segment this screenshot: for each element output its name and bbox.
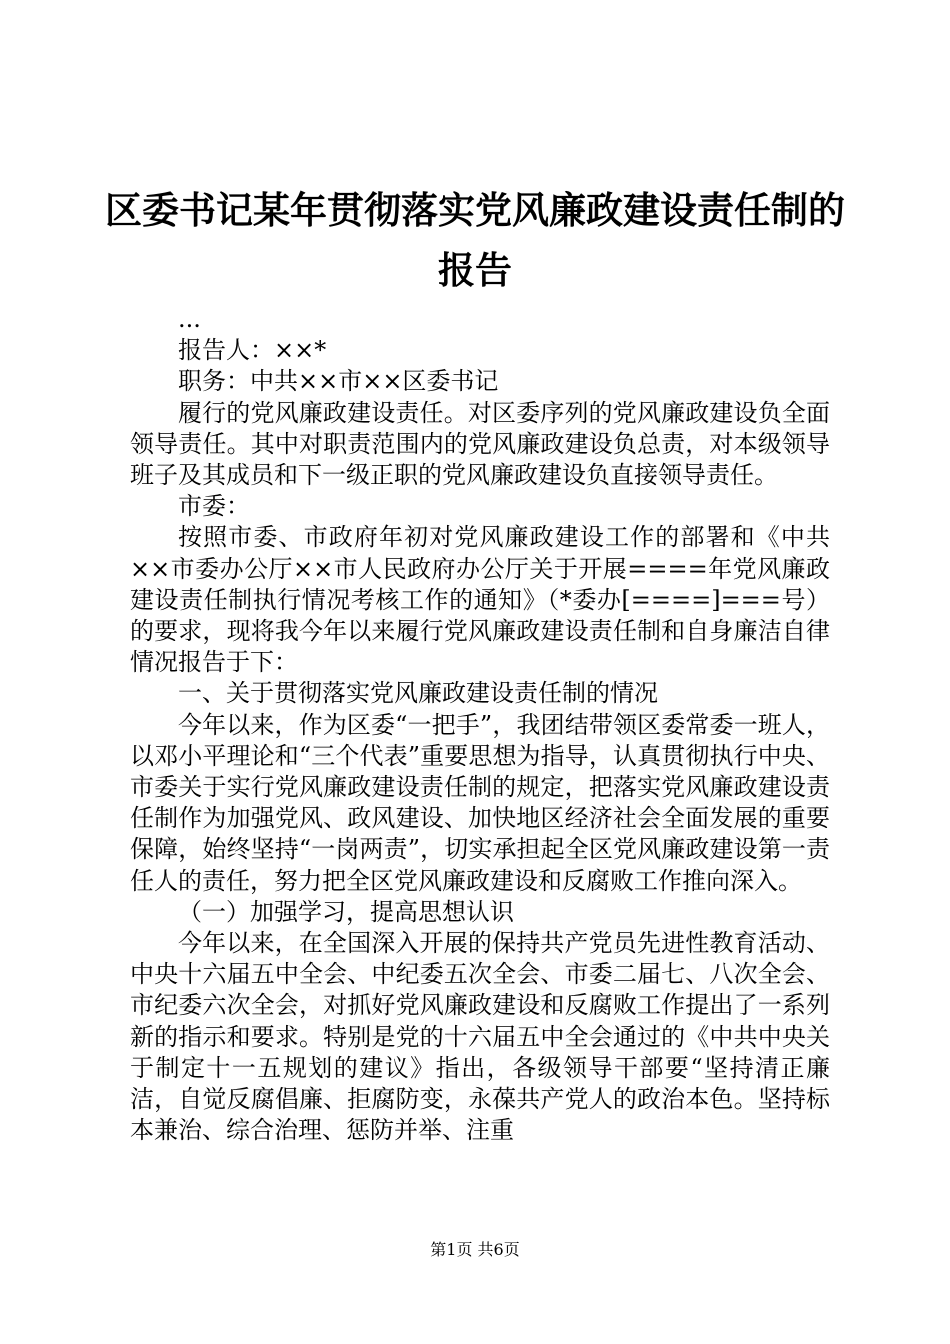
paragraph: 今年以来，作为区委“一把手”，我团结带领区委常委一班人，以邓小平理论和“三个代表”重要思想为指导，认真贯彻执行中央、市委关于实行党风廉政建设责任制的规定，把落实党风廉政建设责任制作为加强党风、政风建设、加快地区经济社会全面发展的重要保障，始终坚持“一岗两责”，切实承担起全区党风廉政建设第一责任人的责任，努力把全区党风廉政建设和反腐败工作推向深入。 bbox=[130, 710, 830, 895]
paragraph: 今年以来，在全国深入开展的保持共产党员先进性教育活动、中央十六届五中全会、中纪委五次全会、市委二届七、八次全会、市纪委六次全会，对抓好党风廉政建设和反腐败工作提出了一系列新的指示和要求。特别是党的十六届五中全会通过的《中共中央关于制定十一五规划的建议》指出，各级领导干部要“坚持清正廉洁，自觉反腐倡廉、拒腐防变，永葆共产党人的政治本色。坚持标本兼治、综合治理、惩防并举、注重 bbox=[130, 929, 830, 1145]
section-heading: 一、关于贯彻落实党风廉政建设责任制的情况 bbox=[178, 679, 658, 708]
document-title-line-1: 区委书记某年贯彻落实党风廉政建设责任制的 bbox=[105, 188, 845, 232]
document-title-line-2: 报告 bbox=[438, 248, 512, 292]
paragraph: 按照市委、市政府年初对党风廉政建设工作的部署和《中共××市委办公厅××市人民政府办公厅关于开展====年党风廉政建设责任制执行情况考核工作的通知》（*委办[====]===号）的要求，现将我今年以来履行党风廉政建设责任制和自身廉洁自律情况报告于下： bbox=[130, 523, 830, 677]
paragraph-ellipsis: ... bbox=[178, 305, 201, 333]
paragraph: 履行的党风廉政建设责任。对区委序列的党风廉政建设负全面领导责任。其中对职责范围内的党风廉政建设负总责，对本级领导班子及其成员和下一级正职的党风廉政建设负直接领导责任。 bbox=[130, 398, 830, 490]
subsection-heading: （一）加强学习，提高思想认识 bbox=[178, 897, 514, 926]
page-number-footer: 第1页 共6页 bbox=[430, 1240, 520, 1259]
paragraph-position: 职务：中共××市××区委书记 bbox=[178, 367, 499, 396]
paragraph-reporter: 报告人：××* bbox=[178, 336, 327, 365]
document-body bbox=[130, 304, 830, 1146]
paragraph-salutation: 市委： bbox=[178, 492, 250, 521]
